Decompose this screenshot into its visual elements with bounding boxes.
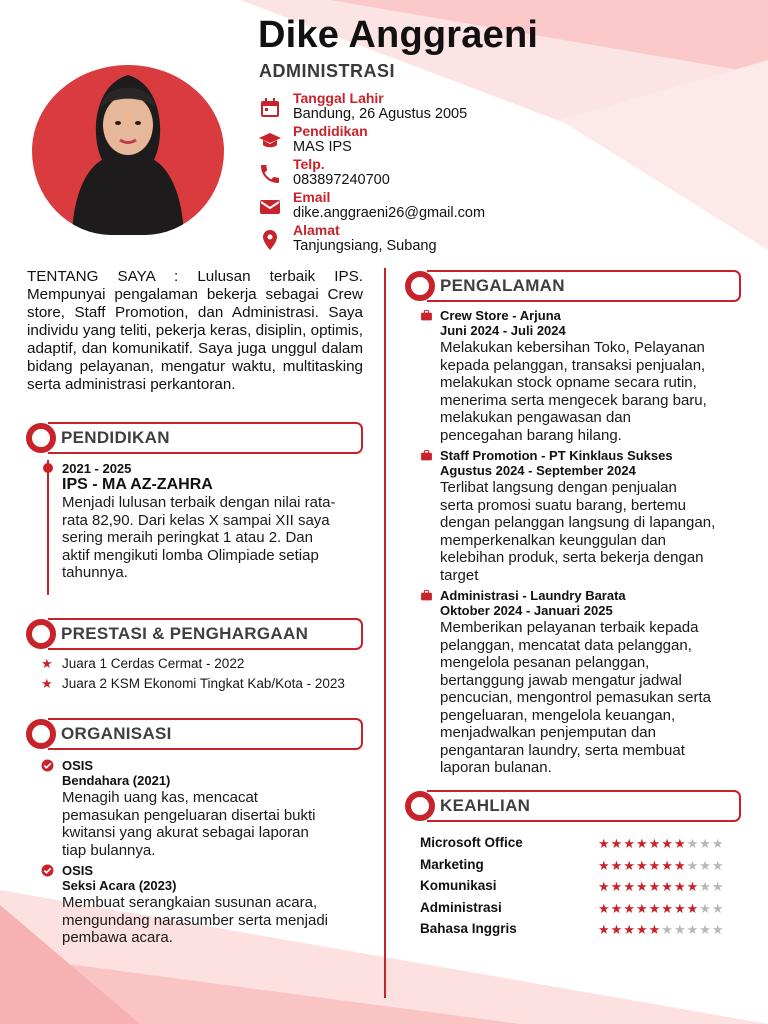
star-filled-icon: ★ (635, 922, 649, 937)
star-filled-icon: ★ (623, 901, 636, 916)
contact-label: Email (293, 189, 331, 205)
star-empty-icon: ★ (711, 858, 725, 873)
contact-education (258, 123, 558, 157)
education-school: IPS - MA AZ-ZAHRA (62, 476, 213, 493)
text-line: mengelola pesanan pelanggan, (440, 654, 650, 671)
text-line: dengan pelanggan langsung di lapangan, (440, 514, 716, 531)
star-filled-icon: ★ (673, 901, 687, 916)
text-line: Membuat serangkaian susunan acara, (62, 894, 318, 911)
experience-role: Administrasi - Laundry Barata (440, 588, 626, 603)
text-line: rata 82,90. Dari kelas X sampai XII saya (62, 511, 330, 529)
star-bullet-icon: ★ (41, 676, 53, 691)
star-filled-icon: ★ (610, 922, 624, 937)
star-empty-icon: ★ (711, 879, 725, 894)
star-filled-icon: ★ (661, 836, 674, 851)
star-filled-icon: ★ (610, 901, 624, 916)
organization-position: Seksi Acara (2023) (62, 878, 177, 893)
star-filled-icon: ★ (635, 879, 649, 894)
skill-name: Marketing (420, 857, 484, 872)
section-title: PRESTASI & PENGHARGAAN (61, 624, 309, 643)
column-divider (384, 268, 386, 998)
star-filled-icon: ★ (648, 879, 662, 894)
text-line: Terlibat langsung dengan penjualan (440, 479, 677, 496)
star-filled-icon: ★ (648, 858, 662, 873)
star-filled-icon: ★ (635, 836, 649, 851)
contact-birthdate (258, 90, 558, 124)
text-line: pembawa acara. (62, 929, 173, 946)
text-line: kwitansi yang akurat sebagai laporan (62, 824, 309, 841)
star-filled-icon: ★ (648, 922, 662, 937)
phone-icon (258, 162, 282, 186)
text-line: laporan bulanan. (440, 759, 552, 776)
organization-description (62, 894, 372, 947)
contact-value: MAS IPS (293, 139, 352, 155)
timeline-dot (43, 463, 53, 473)
star-filled-icon: ★ (661, 858, 674, 873)
star-empty-icon: ★ (699, 922, 712, 937)
section-header-skills (405, 790, 741, 822)
skill-name: Administrasi (420, 900, 502, 915)
contact-label: Telp. (293, 156, 325, 172)
star-empty-icon: ★ (711, 901, 725, 916)
text-line: Memberikan pelayanan terbaik kepada (440, 619, 699, 636)
skill-rating (598, 880, 725, 894)
section-title: ORGANISASI (61, 724, 172, 743)
star-filled-icon: ★ (686, 901, 700, 916)
text-line: Menjadi lulusan terbaik dengan nilai rata- (62, 494, 336, 511)
experience-role: Staff Promotion - PT Kinklaus Sukses (440, 448, 673, 463)
text-line: memperkenalkan keunggulan dan (440, 531, 666, 549)
star-filled-icon: ★ (648, 836, 662, 851)
organization-name: OSIS (62, 758, 94, 773)
text-line: Melakukan kebersihan Toko, Pelayanan (440, 339, 705, 356)
calendar-icon (258, 96, 282, 120)
ring-icon (405, 271, 435, 301)
text-line: serta promosi suatu barang, bertemu (440, 496, 686, 514)
contact-label: Pendidikan (293, 123, 368, 139)
star-filled-icon: ★ (598, 901, 611, 916)
organization-position: Bendahara (2021) (62, 773, 171, 788)
profile-photo (32, 65, 224, 235)
contact-label: Tanggal Lahir (293, 90, 384, 106)
star-empty-icon: ★ (711, 922, 725, 937)
text-line: sering meraih peringkat 1 atau 2. Dan (62, 529, 313, 546)
star-filled-icon: ★ (648, 901, 662, 916)
ring-icon (26, 423, 56, 453)
text-line: pencegahan barang hilang. (440, 426, 622, 444)
star-empty-icon: ★ (699, 836, 712, 851)
text-line: kelebihan produk, serta bekerja dengan (440, 549, 704, 566)
text-line: melakukan stock opname secara rutin, (440, 374, 697, 391)
text-line: pemasukan pengeluaran disertai bukti (62, 806, 316, 824)
star-bullet-icon: ★ (41, 656, 53, 671)
section-header-experience (405, 270, 741, 302)
contact-value: Tanjungsiang, Subang (293, 238, 437, 254)
star-filled-icon: ★ (610, 858, 624, 873)
text-line: pencucian, mengontrol pemasukan serta (440, 689, 711, 706)
experience-period: Agustus 2024 - September 2024 (440, 463, 636, 478)
contact-value: Bandung, 26 Agustus 2005 (293, 106, 468, 122)
star-filled-icon: ★ (661, 879, 674, 894)
person-name: Dike Anggraeni (258, 14, 539, 56)
star-empty-icon: ★ (699, 901, 712, 916)
star-empty-icon: ★ (699, 858, 712, 873)
star-filled-icon: ★ (610, 879, 624, 894)
check-circle-icon (41, 759, 54, 772)
section-header-education (26, 422, 363, 454)
star-filled-icon: ★ (635, 858, 649, 873)
text-line: target (440, 566, 479, 584)
star-filled-icon: ★ (623, 922, 636, 937)
star-filled-icon: ★ (598, 922, 611, 937)
star-filled-icon: ★ (673, 879, 687, 894)
section-title: PENGALAMAN (440, 276, 565, 295)
briefcase-icon (420, 589, 433, 602)
star-empty-icon: ★ (686, 836, 700, 851)
star-filled-icon: ★ (635, 901, 649, 916)
star-empty-icon: ★ (711, 836, 725, 851)
organization-description (62, 789, 372, 859)
skill-rating (598, 902, 725, 916)
text-line: melakukan pengawasan dan (440, 409, 631, 426)
star-empty-icon: ★ (673, 922, 687, 937)
experience-description (440, 619, 760, 777)
location-pin-icon (258, 228, 282, 252)
text-line: kepada pelanggan, transaksi penjualan, (440, 356, 706, 374)
star-filled-icon: ★ (623, 858, 636, 873)
skill-rating (598, 837, 725, 851)
star-filled-icon: ★ (610, 836, 624, 851)
star-filled-icon: ★ (598, 858, 611, 873)
ring-icon (26, 619, 56, 649)
contact-address (258, 222, 558, 256)
contact-label: Alamat (293, 222, 340, 238)
job-title: ADMINISTRASI (259, 61, 395, 81)
experience-description (440, 339, 760, 444)
star-filled-icon: ★ (661, 901, 674, 916)
text-line: tahunnya. (62, 564, 128, 581)
contact-email (258, 189, 558, 223)
graduation-cap-icon (258, 129, 282, 153)
skill-name: Microsoft Office (420, 835, 523, 850)
star-filled-icon: ★ (623, 879, 636, 894)
text-line: pengeluaran, mengelola keuangan, (440, 706, 676, 724)
experience-period: Juni 2024 - Juli 2024 (440, 323, 566, 338)
ring-icon (405, 791, 435, 821)
experience-description (440, 479, 760, 584)
star-empty-icon: ★ (686, 922, 700, 937)
star-empty-icon: ★ (686, 858, 700, 873)
section-header-organization (26, 718, 363, 750)
section-title: PENDIDIKAN (61, 428, 170, 447)
education-period: 2021 - 2025 (62, 461, 132, 476)
text-line: pengantaran laundry, serta membuat (440, 741, 685, 759)
achievement-item: Juara 1 Cerdas Cermat - 2022 (62, 656, 245, 671)
star-filled-icon: ★ (686, 879, 700, 894)
skill-rating (598, 923, 725, 937)
briefcase-icon (420, 309, 433, 322)
achievement-item: Juara 2 KSM Ekonomi Tingkat Kab/Kota - 2023 (62, 676, 345, 691)
text-line: menjadwalkan penjemputan dan (440, 724, 656, 741)
text-line: Menagih uang kas, mencacat (62, 789, 258, 806)
contact-value: dike.anggraeni26@gmail.com (293, 205, 486, 221)
text-line: bertanggung jawab mengatur jadwal (440, 671, 682, 689)
star-filled-icon: ★ (673, 858, 687, 873)
star-filled-icon: ★ (623, 836, 636, 851)
star-filled-icon: ★ (598, 879, 611, 894)
email-icon (258, 195, 282, 219)
text-line: menerima serta mengecek barang baru, (440, 391, 707, 409)
ring-icon (26, 719, 56, 749)
briefcase-icon (420, 449, 433, 462)
education-description (62, 494, 372, 582)
contact-phone (258, 156, 558, 190)
text-line: tiap bulannya. (62, 841, 156, 859)
star-filled-icon: ★ (598, 836, 611, 851)
check-circle-icon (41, 864, 54, 877)
skill-name: Bahasa Inggris (420, 921, 517, 936)
timeline-line (47, 460, 49, 595)
star-empty-icon: ★ (699, 879, 712, 894)
skill-name: Komunikasi (420, 878, 497, 893)
experience-period: Oktober 2024 - Januari 2025 (440, 603, 613, 618)
text-line: pelanggan, mencatat data pelanggan, (440, 636, 692, 654)
star-empty-icon: ★ (661, 922, 674, 937)
section-header-achievements (26, 618, 363, 650)
star-filled-icon: ★ (673, 836, 687, 851)
experience-role: Crew Store - Arjuna (440, 308, 561, 323)
section-title: KEAHLIAN (440, 796, 531, 815)
about-text: TENTANG SAYA : Lulusan terbaik IPS. Mempunyai pengalaman bekerja sebagai Crew store, Staff Promotion, dan Administrasi. Saya individu yang teliti, pekerja keras, disiplin, optimis, adaptif, dan komunikatif. Saya juga unggul dalam bidang pelayanan, mengatur waktu, multitasking serta administrasi perkantoran. (27, 268, 363, 393)
contact-value: 083897240700 (293, 172, 390, 188)
skill-rating (598, 859, 725, 873)
text-line: mengundang narasumber serta menjadi (62, 911, 328, 929)
organization-name: OSIS (62, 863, 94, 878)
text-line: aktif mengikuti lomba Olimpiade setiap (62, 546, 319, 564)
